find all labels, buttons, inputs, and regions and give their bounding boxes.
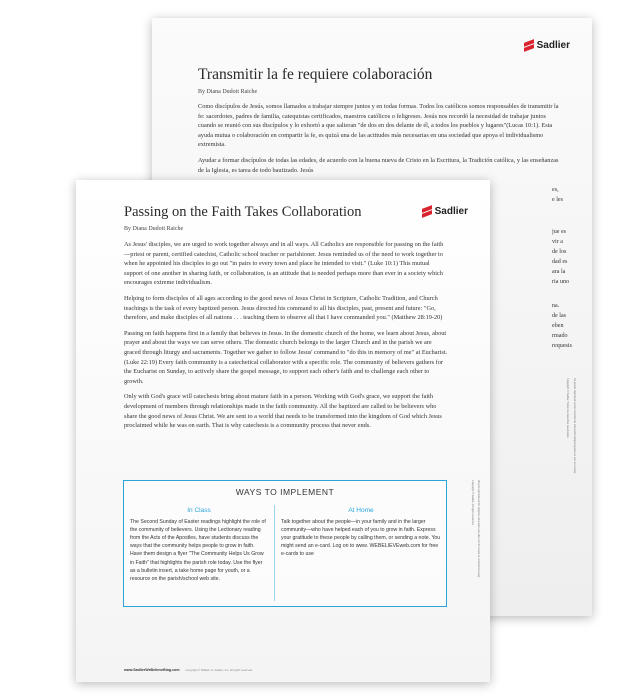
footer xyxy=(124,668,253,672)
byline: By Diana Dudoit Raiche xyxy=(124,226,184,232)
margin-fragment: e les xyxy=(552,197,563,203)
margin-fragment: eben xyxy=(552,323,564,329)
vertical-fine-print: Copyright © Sadlier. All rights reserved. xyxy=(471,480,474,526)
margin-fragment: na. xyxy=(552,303,560,309)
paragraph: Helping to form disciples of all ages according to the good news of Jesus Christ in Scripture, Catholic Tradition, and Church teachings is the task of every baptized person. Jesus directed his command to all his disciples, past, present and future: "Go, therefore, and make disciples of all nations . . . teaching them to observe all that I have commanded you." (Matthew 28:19-20) xyxy=(124,294,443,322)
handout-english xyxy=(76,180,490,682)
paragraph: Only with God's grace will catechesis bring about mature faith in a person. Working with God's grace, we support the faith development of members through relationships made in the faith community. All the baptized are called to be believers who share the good news of Jesus Christ. We are sent to a world that needs to be transformed into the kingdom of God which Jesus proclaimed while he was on earth. That is why catechesis is a community process that never ends. xyxy=(124,393,442,430)
margin-fragment: de las xyxy=(552,313,567,319)
in-class-text: The Second Sunday of Easter readings highlight the role of the community of believers. Using the Lectionary reading from the Acts of the Apostles, have students discuss the ways that the community helps people to grow in faith. Have them design a flyer "The Community Helps Us Grow in Faith" that highlights the parish role today. Use the flyer as a bulletin insert, a take home page for youth, or a resource on the parish/school web site. xyxy=(130,519,266,582)
column-divider xyxy=(274,505,275,601)
sadlier-logo-text: Sadlier xyxy=(536,40,570,51)
vertical-fine-print: Se puede reproducir (como material de educación religiosa) para su uso en el aula. xyxy=(573,378,576,474)
byline: By Diana Dudoit Raiche xyxy=(198,89,258,95)
ways-to-implement-box xyxy=(123,480,447,607)
at-home-text: Talk together about the people—in your family and in the larger community—who have helped each of you to grow in faith. Express your gratitude to these people by calling them, or sending a note. You might send an e-card. Log on to www. WEBELIEVEweb.com for free e-cards to use xyxy=(281,519,441,558)
margin-fragment: rmado xyxy=(552,333,568,339)
in-class-heading: In Class xyxy=(187,507,211,514)
at-home-column xyxy=(281,507,441,559)
paragraph: As Jesus' disciples, we are urged to work together always and in all ways. All Catholics are responsible for passing on the faith—priest or parent, certified catechist, Catholic school teacher or parishioner. Jesus reminded us of the need to work together to when he appointed his disciples to go out "in pairs to every town and place he intended to visit." (Luke 10:1) This mutual support of one another in sharing faith, or collaboration, is an attitude that is needed perhaps more than ever in a society which encourages extreme individualism. xyxy=(124,241,444,287)
article-body xyxy=(198,102,560,181)
margin-fragment: jue es xyxy=(552,229,567,235)
handout-title: Transmitir la fe requiere colaboración xyxy=(198,66,433,83)
sadlier-logo xyxy=(524,40,570,51)
margin-fragment: es, xyxy=(552,187,559,193)
sadlier-logo-icon xyxy=(422,207,432,217)
margin-fragment: requesis xyxy=(552,343,572,349)
ways-title: WAYS TO IMPLEMENT xyxy=(235,487,335,497)
paragraph: Como discípulos de Jesús, somos llamados a trabajar siempre juntos y en todas formas. Todos los católicos somos responsables de transmitir la fe: sacerdotes, padres de familia, catequistas certificados, maestros católicos o feligreses. Jesús nos recordó la necesidad de trabajar juntos cuando se reunió con sus discípulos y lo exhortó a que salieran "de dos en dos delante de él, a todos los pueblos y lugares"(Lucas 10:1). Esta ayuda mutua o colaboración en compartir la fe, es quizá una de las actitudes más necesarias en una sociedad que apoya el individualismo extremista. xyxy=(198,103,559,149)
footer-url: www.SadlierWeBelieveBlog.com xyxy=(124,668,180,672)
sadlier-logo xyxy=(422,206,468,217)
footer-copyright: Copyright © William H. Sadlier, Inc. All rights reserved. xyxy=(185,668,253,672)
sadlier-logo-icon xyxy=(524,41,534,51)
margin-fragment: de los xyxy=(552,249,567,255)
margin-fragment: ara la xyxy=(552,269,566,275)
article-body xyxy=(124,240,448,437)
sadlier-logo-text: Sadlier xyxy=(434,206,468,217)
margin-fragment: vir a xyxy=(552,239,563,245)
margin-fragment: ria uno xyxy=(552,279,570,285)
paragraph: Ayudar a formar discípulos de todas las edades, de acuerdo con la buena nueva de Cristo en la Escritura, la Tradición católica, y las enseñanzas de la Iglesia, es tarea de todo bautizado. Jesús xyxy=(198,156,559,174)
vertical-fine-print: May be reproduced for religious education use (but not for resale or commercial use). xyxy=(477,480,480,578)
margin-fragment: dad es xyxy=(552,259,568,265)
in-class-column xyxy=(130,507,268,583)
vertical-fine-print: Copyright © Sadlier. Todos los derechos reservados. xyxy=(566,378,569,439)
at-home-heading: At Home xyxy=(348,507,374,514)
paragraph: Passing on faith happens first in a family that believes in Jesus. In the domestic church of the home, we learn about Jesus, about prayer and about the ways we can serve others. The domestic church belongs to the larger Church and in the parish we are graced through liturgy and sacraments. Together we gather to follow Jesus' command to "do this in memory of me" at Eucharist. (Luke 22:19) Every faith community is a catechetical collaborator with a specific role. The community of believers gathers for the Eucharist on Sunday, to actively share the gospel message, to support each other's faith and to challenge each other to growth. xyxy=(124,329,448,385)
handout-title: Passing on the Faith Takes Collaboration xyxy=(124,204,362,220)
